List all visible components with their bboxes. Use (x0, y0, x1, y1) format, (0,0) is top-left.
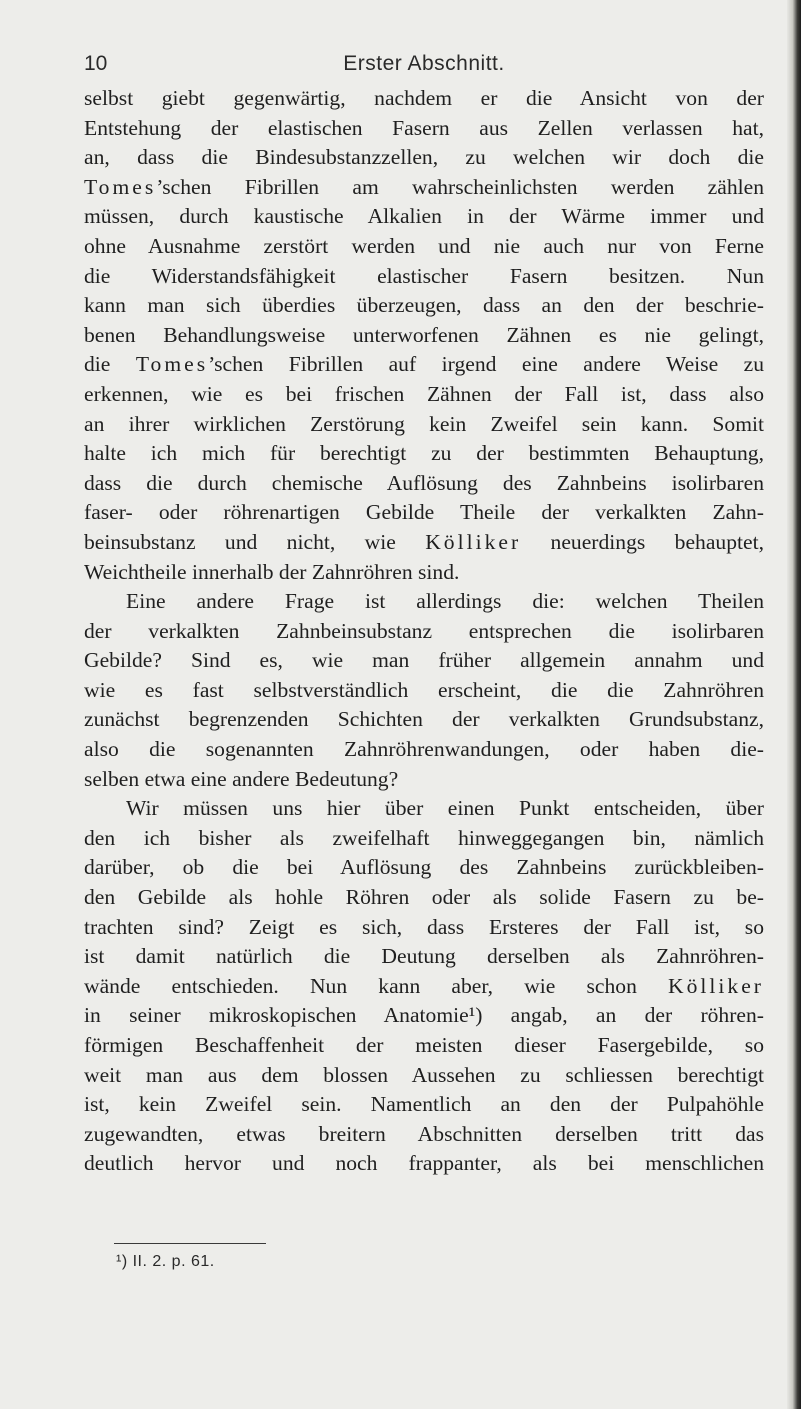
text-line: der verkalkten Zahnbeinsubstanz entsprechen die isolirbaren (84, 618, 764, 643)
text-line: Weichtheile innerhalb der Zahnröhren sind. (84, 559, 460, 584)
text-line: faser- oder röhrenartigen Gebilde Theile der verkalkten Zahn- (84, 500, 764, 525)
text-line: deutlich hervor und noch frappanter, als bei menschlichen (84, 1151, 764, 1176)
text-line: Wir müssen uns hier über einen Punkt entscheiden, über (126, 796, 764, 821)
text-line: Gebilde? Sind es, wie man früher allgemein annahm und (84, 648, 764, 673)
text-line: die Widerstandsfähigkeit elastischer Fasern besitzen. Nun (84, 263, 764, 288)
text-line: erkennen, wie es bei frischen Zähnen der Fall ist, dass also (84, 381, 764, 406)
text-line: halte ich mich für berechtigt zu der bestimmten Behauptung, (84, 441, 764, 466)
text-line: an ihrer wirklichen Zerstörung kein Zweifel sein kann. Somit (84, 411, 764, 436)
text-line: ist, kein Zweifel sein. Namentlich an den der Pulpahöhle (84, 1092, 764, 1117)
page-edge-shadow (787, 0, 801, 1409)
author-name: Tomes (135, 352, 209, 377)
page-header (84, 52, 764, 82)
text-line: benen Behandlungsweise unterworfenen Zähnen es nie gelingt, (84, 322, 764, 347)
text-line: weit man aus dem blossen Aussehen zu schliessen berechtigt (84, 1062, 764, 1087)
author-name: Tomes (84, 174, 157, 199)
text-line: Eine andere Frage ist allerdings die: welchen Theilen (126, 589, 764, 614)
text-line: in seiner mikroskopischen Anatomie¹) angab, an der röhren- (84, 1003, 764, 1028)
footnote: ¹) II. 2. p. 61. (116, 1253, 215, 1270)
text-line: ohne Ausnahme zerstört werden und nie auch nur von Ferne (84, 233, 764, 258)
author-name: Kölliker (668, 973, 764, 998)
text-line: Tomes’schen Fibrillen am wahrscheinlichsten werden zählen (84, 174, 764, 199)
running-title: Erster Abschnitt. (343, 52, 505, 75)
text-line: selbst giebt gegenwärtig, nachdem er die Ansicht von der (84, 86, 764, 110)
text-line: wie es fast selbstverständlich erscheint, die die Zahnröhren (84, 677, 764, 702)
text-line: trachten sind? Zeigt es sich, dass Ersteres der Fall ist, so (84, 914, 764, 939)
text-line: Entstehung der elastischen Fasern aus Zellen verlassen hat, (84, 115, 764, 140)
body-text (84, 84, 764, 1179)
text-line: müssen, durch kaustische Alkalien in der Wärme immer und (84, 204, 764, 229)
text-line: den Gebilde als hohle Röhren oder als solide Fasern zu be- (84, 885, 764, 910)
author-name: Kölliker (425, 529, 522, 554)
text-line: darüber, ob die bei Auflösung des Zahnbeins zurückbleiben- (84, 855, 764, 880)
text-line: wände entschieden. Nun kann aber, wie schon Kölliker (84, 973, 764, 998)
text-line: selben etwa eine andere Bedeutung? (84, 766, 399, 791)
text-line: förmigen Beschaffenheit der meisten dieser Fasergebilde, so (84, 1033, 764, 1057)
text-line: zunächst begrenzenden Schichten der verkalkten Grundsubstanz, (84, 707, 764, 732)
text-line: also die sogenannten Zahnröhrenwandungen, oder haben die- (84, 737, 764, 762)
text-line: kann man sich überdies überzeugen, dass an den der beschrie- (84, 293, 764, 318)
footnote-rule (114, 1243, 266, 1244)
text-line: die Tomes’schen Fibrillen auf irgend eine andere Weise zu (84, 352, 764, 377)
text-line: zugewandten, etwas breitern Abschnitten derselben tritt das (84, 1121, 764, 1146)
text-line: beinsubstanz und nicht, wie Kölliker neuerdings behauptet, (84, 529, 764, 554)
text-line: an, dass die Bindesubstanzzellen, zu welchen wir doch die (84, 145, 764, 170)
text-line: ist damit natürlich die Deutung derselben als Zahnröhren- (84, 944, 764, 969)
text-line: dass die durch chemische Auflösung des Zahnbeins isolirbaren (84, 470, 764, 495)
text-line: den ich bisher als zweifelhaft hinweggegangen bin, nämlich (84, 825, 764, 850)
page-number: 10 (84, 52, 108, 75)
